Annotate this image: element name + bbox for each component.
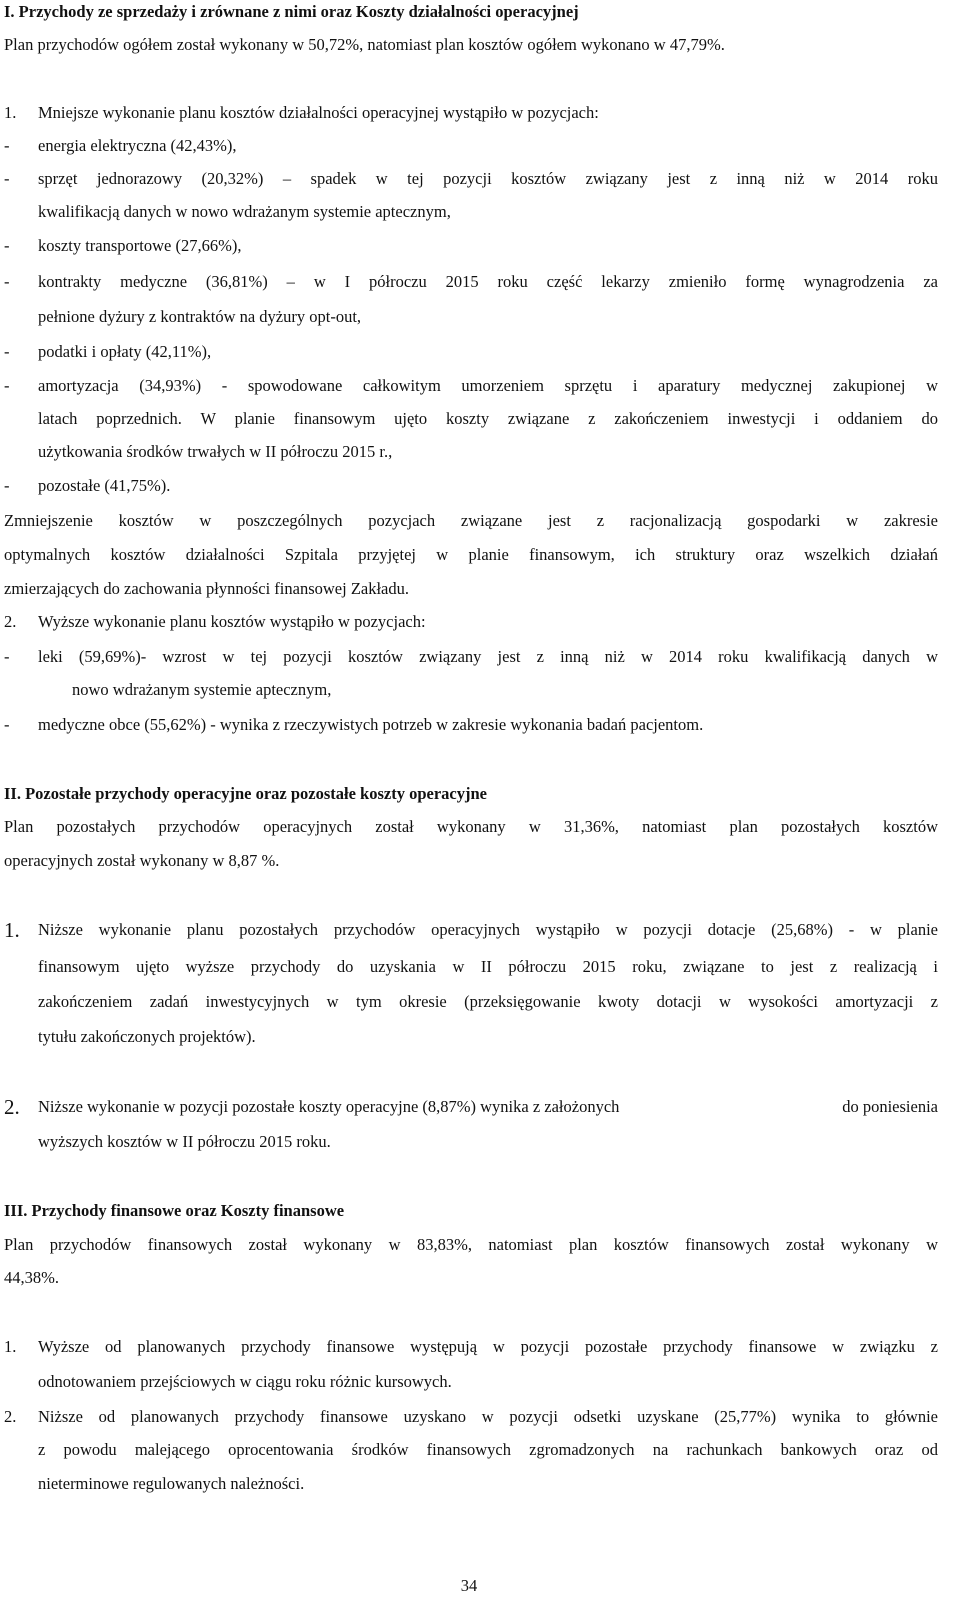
list-number: 1.: [4, 918, 20, 942]
bullet-continuation: pełnione dyżury z kontraktów na dyżury opt-out,: [38, 307, 362, 326]
bullet-item: leki (59,69%)- wzrost w tej pozycji kosztów związany jest z inną niż w 2014 roku kwalifikacją danych w: [38, 647, 938, 666]
page-number: 34: [460, 1576, 478, 1595]
bullet-dash: -: [4, 136, 10, 155]
paragraph-line: nieterminowe regulowanych należności.: [38, 1474, 305, 1493]
section-2-intro: Plan pozostałych przychodów operacyjnych został wykonany w 31,36%, natomiast plan pozostałych kosztów: [4, 817, 938, 836]
paragraph-line: Niższe wykonanie planu pozostałych przychodów operacyjnych wystąpiło w pozycji dotacje (25,68%) - w planie: [38, 920, 938, 939]
section-1-intro: Plan przychodów ogółem został wykonany w 50,72%, natomiast plan kosztów ogółem wykonano w 47,79%.: [4, 35, 725, 54]
reduction-line: optymalnych kosztów działalności Szpitala przyjętej w planie finansowym, ich struktury oraz wszelkich działań: [4, 545, 938, 564]
bullet-item: amortyzacja (34,93%) - spowodowane całkowitym umorzeniem sprzętu i aparatury medycznej zakupionej w: [38, 376, 938, 395]
bullet-continuation: kwalifikacją danych w nowo wdrażanym systemie aptecznym,: [38, 202, 451, 221]
list-number: 1.: [4, 1337, 17, 1356]
paragraph-line: wyższych kosztów w II półroczu 2015 roku.: [38, 1132, 331, 1151]
bullet-continuation: użytkowania środków trwałych w II półroczu 2015 r.,: [38, 442, 393, 461]
paragraph-line: odnotowaniem przejściowych w ciągu roku różnic kursowych.: [38, 1372, 452, 1391]
bullet-dash: -: [4, 476, 10, 495]
section-3-intro: 44,38%.: [4, 1268, 59, 1287]
bullet-dash: -: [4, 715, 10, 734]
paragraph-line: Niższe wykonanie w pozycji pozostałe koszty operacyjne (8,87%) wynika z założonych: [38, 1097, 620, 1116]
paragraph-line: tytułu zakończonych projektów).: [38, 1027, 256, 1046]
paragraph-line: z powodu malejącego oprocentowania środków finansowych zgromadzonych na rachunkach bankowych oraz od: [38, 1440, 938, 1459]
list-number: 2.: [4, 1407, 17, 1426]
bullet-dash: -: [4, 236, 10, 255]
paragraph-line: Wyższe od planowanych przychody finansowe występują w pozycji pozostałe przychody finansowe w związku z: [38, 1337, 938, 1356]
paragraph-line: zakończeniem zadań inwestycyjnych w tym okresie (przeksięgowanie kwoty dotacji w wysokości amortyzacji z: [38, 992, 938, 1011]
list-number: 2.: [4, 1095, 20, 1119]
section-3-intro: Plan przychodów finansowych został wykonany w 83,83%, natomiast plan kosztów finansowych został wykonany w: [4, 1235, 938, 1254]
bullet-item: kontrakty medyczne (36,81%) – w I półroczu 2015 roku część lekarzy zmieniło formę wynagrodzenia za: [38, 272, 938, 291]
bullet-item: podatki i opłaty (42,11%),: [38, 342, 212, 361]
paragraph-text: Mniejsze wykonanie planu kosztów działalności operacyjnej wystąpiło w pozycjach:: [38, 103, 599, 122]
paragraph-line-tail: do poniesienia: [842, 1097, 938, 1116]
section-1-heading: I. Przychody ze sprzedaży i zrównane z nimi oraz Koszty działalności operacyjnej: [4, 2, 579, 21]
section-3-heading: III. Przychody finansowe oraz Koszty finansowe: [4, 1201, 345, 1220]
paragraph-line: finansowym ujęto wyższe przychody do uzyskania w II półroczu 2015 roku, związane to jest z realizacją i: [38, 957, 938, 976]
section-2-intro: operacyjnych został wykonany w 8,87 %.: [4, 851, 280, 870]
bullet-item: koszty transportowe (27,66%),: [38, 236, 242, 255]
list-number: 2.: [4, 612, 17, 631]
bullet-dash: -: [4, 169, 10, 188]
bullet-item: pozostałe (41,75%).: [38, 476, 171, 495]
bullet-dash: -: [4, 342, 10, 361]
bullet-dash: -: [4, 272, 10, 291]
paragraph-line: Niższe od planowanych przychody finansowe uzyskano w pozycji odsetki uzyskane (25,77%) wynika to głównie: [38, 1407, 938, 1426]
bullet-item: sprzęt jednorazowy (20,32%) – spadek w tej pozycji kosztów związany jest z inną niż w 2014 roku: [38, 169, 938, 188]
paragraph-text: Wyższe wykonanie planu kosztów wystąpiło w pozycjach:: [38, 612, 426, 631]
reduction-line: Zmniejszenie kosztów w poszczególnych pozycjach związane jest z racjonalizacją gospodarki w zakresie: [4, 511, 938, 530]
bullet-dash: -: [4, 376, 10, 395]
list-number: 1.: [4, 103, 17, 122]
reduction-line: zmierzających do zachowania płynności finansowej Zakładu.: [4, 579, 409, 598]
bullet-continuation: latach poprzednich. W planie finansowym ujęto koszty związane z zakończeniem inwestycji i oddaniem do: [38, 409, 938, 428]
bullet-item: medyczne obce (55,62%) - wynika z rzeczywistych potrzeb w zakresie wykonania badań pacjentom.: [38, 715, 704, 734]
bullet-continuation: nowo wdrażanym systemie aptecznym,: [72, 680, 332, 699]
bullet-item: energia elektryczna (42,43%),: [38, 136, 237, 155]
section-2-heading: II. Pozostałe przychody operacyjne oraz pozostałe koszty operacyjne: [4, 784, 487, 803]
bullet-dash: -: [4, 647, 10, 666]
